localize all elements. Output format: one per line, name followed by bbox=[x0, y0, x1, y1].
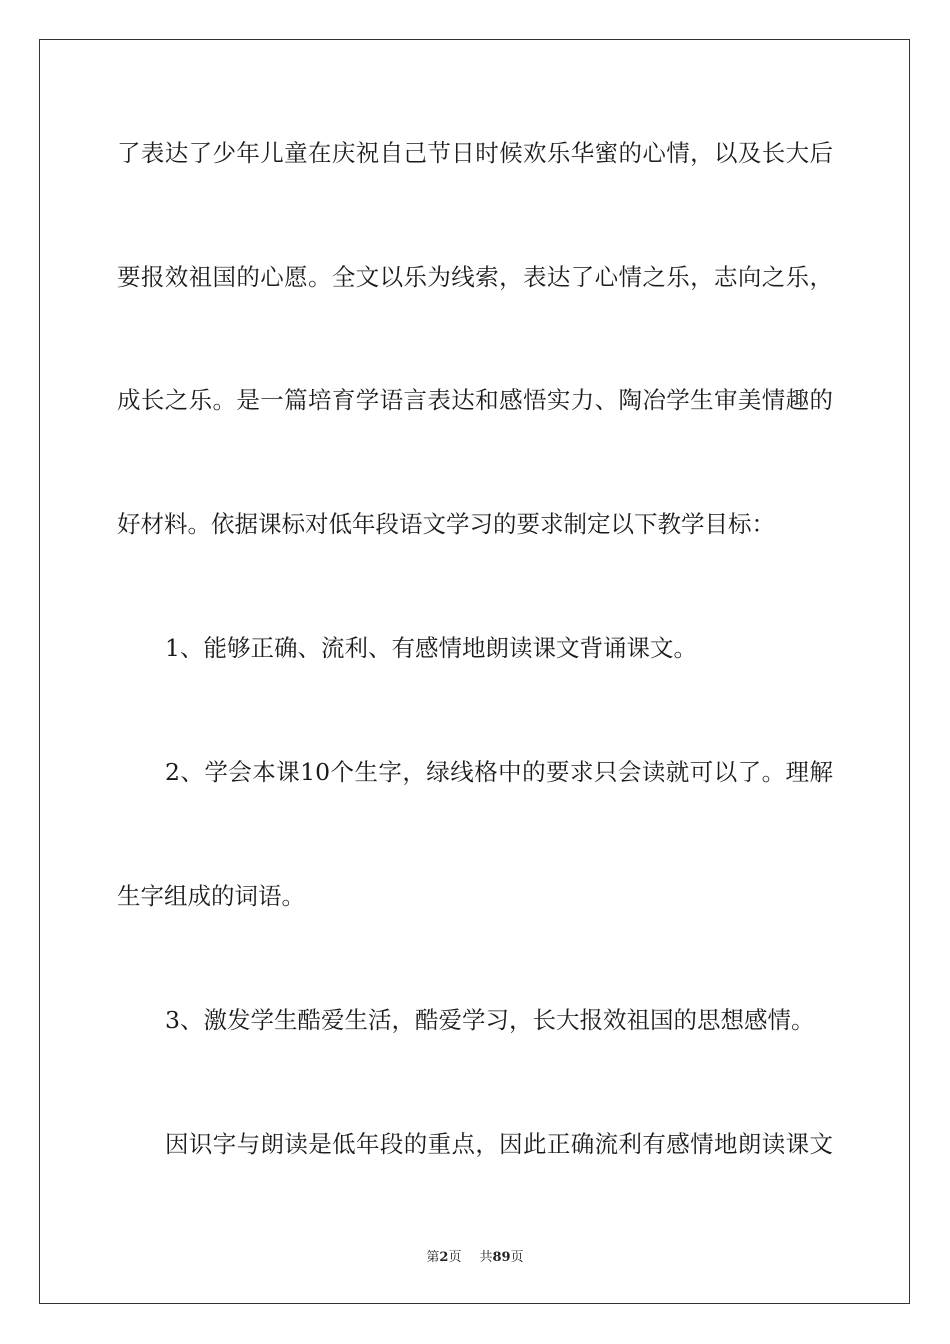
page-prefix: 第 bbox=[426, 1250, 440, 1265]
total-prefix: 共 bbox=[479, 1250, 493, 1265]
body-line-1: 了表达了少年儿童在庆祝自己节日时候欢乐华蜜的心情，以及长大后 bbox=[117, 139, 833, 167]
objective-3: 3、激发学生酷爱生活，酷爱学习，长大报效祖国的思想感情。 bbox=[165, 1006, 815, 1034]
total-unit: 页 bbox=[510, 1250, 524, 1265]
objective-2-continued: 生字组成的词语。 bbox=[117, 882, 305, 910]
body-line-9: 因识字与朗读是低年段的重点，因此正确流利有感情地朗读课文 bbox=[165, 1130, 833, 1158]
page-footer bbox=[0, 1246, 950, 1265]
page-unit: 页 bbox=[448, 1250, 462, 1265]
body-line-2: 要报效祖国的心愿。全文以乐为线索，表达了心情之乐，志向之乐， bbox=[117, 263, 833, 291]
total-pages: 89 bbox=[492, 1250, 511, 1265]
objective-2: 2、学会本课10个生字，绿线格中的要求只会读就可以了。理解 bbox=[165, 758, 833, 786]
body-line-4: 好材料。依据课标对低年段语文学习的要求制定以下教学目标： bbox=[117, 510, 775, 538]
body-line-3: 成长之乐。是一篇培育学语言表达和感悟实力、陶冶学生审美情趣的 bbox=[117, 386, 833, 414]
objective-1: 1、能够正确、流利、有感情地朗读课文背诵课文。 bbox=[165, 634, 697, 662]
page-frame bbox=[39, 39, 910, 1304]
page-number: 2 bbox=[439, 1250, 449, 1265]
